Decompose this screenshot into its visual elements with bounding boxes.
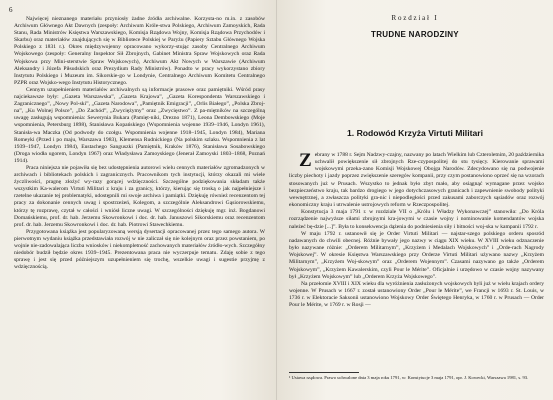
body-paragraph: Konstytucja 3 maja 1791 r. w rozdziale VII o „Królu i Władzy Wykonawczej” stanowiła: „Do Króla rozrządzenie najwyższe siłami zbrojnymi kra-jowymi w czasie wojny i nominowanie komendantów wojska należeć bę-dzie [...]”. Była to konsekwencja dążenia do podniesienia siły i bitności woj-ska w kampanii 1792 r. [289, 209, 544, 230]
chapter-title: TRUDNE NARODZINY [371, 30, 459, 39]
left-page [0, 0, 276, 400]
page-number: 6 [9, 6, 13, 14]
left-page-body [14, 16, 265, 271]
body-paragraph: Przygotowana książka jest popularyzowaną wersją dysertacji opracowanej przez tego samego autora. W pierwotnym wydaniu książka przedstawiała rozwój w nie zaliczał się nie kolejnym oraz przez powstaniem, po wojnie nie-zadowalająca liczba wniosków i niekompletność zachowanych materiałów źródło-wych. Szczegółny niedobór budził będzie okres 1939–1945. Prezentowana praca nie wyczerpuje tematu. Zdaję sobie z tego sprawę i jest się przed późniejszym uzupełnieniem się trochę, wszelkie uwagi i sugestie przyjmę z wdzięcznością. [14, 228, 266, 271]
chapter-header [277, 14, 553, 39]
opening-text: ebrany w 1788 r. Sejm Nadzwy-czajny, nazwany po latach Wielkim lub Czteroletnim, 20 października uchwalił powiększenie sił zbrojnych Rze-czypospolitej do stu tysięcy. Kierowanie sprawami wojskowymi przeka-zano Komisji Wojskowej Obojga Narodów. Zdecydowano się na podwojenie liczby piechoty i jazdy poprzez zwiększenie szeregów kompanii, przy czym postanowiono oprzeć się na wzorach stosowanych już w Prusach. Wszystko to jednak było zbyt mało, aby osiągnąć wymagane przez wojsko bezpieczeństwo kraju, tak bardzo drogiego w jego dotychczasowych granicach i zapewnienie swobody polityki wewnętrznej, a zwłaszcza polityki gra-nic i niepodległości przed zakusami zaborczych sąsiadów oraz rozwój ekonomiczny kraju i utrwalenie ustrojowych reform w Rzeczpospolitej. [289, 152, 544, 209]
right-page-body [289, 152, 544, 309]
body-paragraph: Praca niniejsza nie pojawiła się bez udostępnienia autorowi wielu cennych materiałów zgromadzonych w archiwach i bibliotekach polskich i zagranicznych. Pracownikom tych instytucji, którzy okazali mi wiele życzliwości, pragnę złożyć wy-razy gorącej wdzięczności. Szczególne podziękowania składam także wszystkim Ka-walerom Virtuti Militari z kraju i za granicy, którzy, kierując się troską o jak najpełniejsze i rzetelne ukazanie tej problematyki, udostępnili mi swoje archiwa i pamiątki. Dziękuję również recenzentom tej pracy za dokonanie cennych uwag i spostrzeżeń, Kolegom, a szczególnie Aleksandrowi Gąsiorowskiemu, którzy tę rozprawę, czytał w całości i wniósł liczne uwagi. W szczególności dziękuję mgr. inż. Bogdanowi Domańskiemu, prof. dr. hab. Jerzemu Skowronkowi i doc. dr. hab. Januszowi Sikorskiemu oraz recenzentom prof. dr. hab. Jerzemu Skowronkowi i doc. dr. hab. Piotrowi Stawechkiemu. [14, 164, 265, 228]
body-paragraph: Najwięcej nieznanego materiału przyniosły żadne źródła archiwalne. Korzysta-no m.in. z zasobów Archiwum Głównego Akt Dawnych (zespoły: Archiwum Króle-stwa Polskiego, Archiwum Zamoyskich, Rada Stanu, Rada Ministrów Księstwa Warszawskiego, Komisja Rządowa Wojny, Komisja Rządowa Przychodów i Skarbu) oraz materiałów znajdujących się w Bibliotece Polskiej w Paryżu (Papiery Sztabu Głównego Wojska Polskiego z 1831 r.). Okres międzywojenny opracowano wykorzy-stując zasoby Centralnego Archiwum Wojskowego (zespoły: Generalny Inspektor Sił Zbrojnych, Gabinet Ministra Spraw Wojskowych oraz Rada Wojskowa przy Mini-sterstwie Spraw Wojskowych), Archiwum Akt Nowych w Warszawie (Archiwum Aleksandry i Józefa Piłsudskich oraz Prezydium Rady Ministrów). Ponadto w pracy wykorzystano zbiory Instytutu Polskiego i Muzeum im. Sikorskie-go w Londynie, Centralnego Archiwum Komitetu Centralnego PZPR oraz Wojsko-wego Instytutu Historycznego. [14, 16, 265, 86]
body-paragraph: W maju 1792 r. ustanowił się je Order Virtuti Militari — najstar-szego polskiego orderu sposród nadawanych do chwili obecnej. Różnie bywały jego nazwy w ciągu XIX wieku. W XVIII wieku odznaczenie było nazywane różnie: „Orderem Militarnym”, „Krzyżem i Medalach Wojskowych” i „Orde-rach Nagrody Wojskowej”. W okresie Księstwa Warszawskiego przy Orderze Virtuti Militari używano nazwy „Krzyżem Militarnym”, „Krzyżem Woj-skowym” oraz „Orderem Wojennym”. Czasami nazywano go także „Orderem Wojskowym”, „Krzyżem Kawalerskim, czyli Pour le Mérite”. Oficjalnie i urzędowo w czasie wojny nazywany był „Krzyżem Wojskowym” lub „Orderem Krzyża Wojskowego”. [289, 230, 544, 280]
right-page [277, 0, 553, 400]
footnote-divider [289, 372, 359, 373]
chapter-label: Rozdział I [391, 14, 439, 22]
drop-cap: Z [299, 150, 312, 171]
body-paragraph: Cennym uzupełnieniem materiałów archiwalnych są informacje prasowe oraz pamiętniki. Wśród prasy najciekawsze były: „Gazeta Warszawska”, „Gazeta Krajowa”, „Gazeta Korespondenta Warszawskiego i Zagranicznego”, „Nowy Pol-ski”, „Gazeta Narodowa”, „Pamiętnik Emigracji”, „Orlis Białego”, „Polska Zbroj-na”, „Ku Wolnej Polsce”, „Do Zachód”, „Zwyciężymy” oraz „Zwycięstwo”. Z pa-miętników na szczególną uwagę zasługują wspomnienia: Sewerynia Bukara (Pamięt-niki, Drezno 1871), Leona Dembowskiego (Moje wspomnienia, Petersburg 1898), Stanisława Kopańskiego (Wspomnienia wojenne 1939–1946, Londyn 1961), Stanisła-wa Maczka (Od podwody do czołgu. Wspomnienia wojenne 1918–1945, Londyn 1984), Mariana Romeyki (Przed i po maju, Warszawa 1983), Klemensa Rudnickiego (Na polskim szlaku. Wspomnienia z lat 1939–1947, Londyn 1984), Eustachego Sanguszki (Pamiętnik, Kraków 1876), Stanisława Sosabowskiego (Droga wiodła ugorem, Londyn 1967) oraz Władysława Zamoyskiego (Jenerał Zamoyski 1803–1868, Poznań 1914). [14, 86, 265, 164]
body-paragraph: Na przełomie XVIII i XIX wieku dla wyróżnienia zasłużonych wojskowych byli już w wielu krajach ordery wojenne. W Prusach w 1667 r. został ustanowiony Order „Pour le Mérite”, we Francji w 1693 r. St. Louis, w 1736 r. w Elektoracie Saksonii ustanowiono Wojskowy Order Świętego Henryka, w 1760 r. w Prusach — Order Pour le Mérite, w 1769 r. w Rosji — [289, 280, 544, 309]
footnote: ¹ Ustawa rządowa. Prawo uchwalone dnia 3 maja roku 1791, w: Konstytucje 3 maja 1791, opr. J. Kowecki, Warszawa 1981, s. 93. [289, 375, 529, 380]
opening-paragraph [289, 152, 544, 209]
section-heading: 1. Rodowód Krzyża Virtuti Militari [347, 128, 483, 138]
